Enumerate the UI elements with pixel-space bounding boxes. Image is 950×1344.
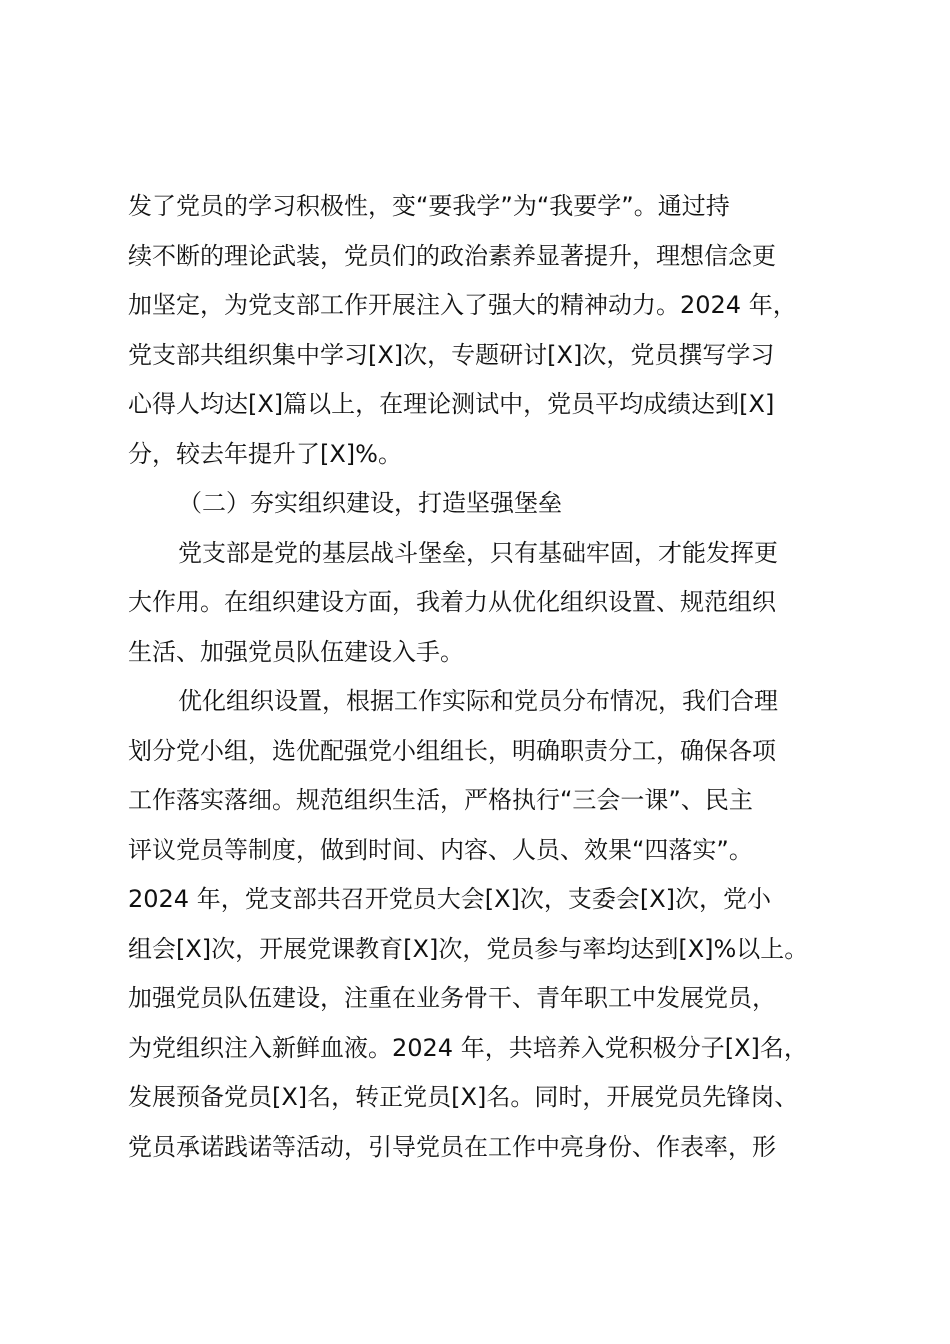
text-line: 党支部是党的基层战斗堡垒，只有基础牢固，才能发挥更 — [178, 538, 778, 567]
text-line: 2024 年，党支部共召开党员大会[X]次，支委会[X]次，党小 — [128, 885, 772, 913]
text-line: 续不断的理论武装，党员们的政治素养显著提升，理想信念更 — [128, 241, 776, 270]
text-line: 工作落实落细。规范组织生活，严格执行“三会一课”、民主 — [128, 786, 753, 814]
text-line: 党支部共组织集中学习[X]次，专题研讨[X]次，党员撰写学习 — [128, 340, 775, 369]
text-line: 发展预备党员[X]名，转正党员[X]名。同时，开展党员先锋岗、 — [128, 1083, 799, 1111]
text-line: 党员承诺践诺等活动，引导党员在工作中亮身份、作表率，形 — [128, 1132, 776, 1161]
text-line: 加强党员队伍建设，注重在业务骨干、青年职工中发展党员， — [128, 984, 776, 1012]
text-line: 组会[X]次，开展党课教育[X]次，党员参与率均达到[X]%以上。 — [128, 934, 809, 963]
text-line: 划分党小组，选优配强党小组组长，明确职责分工，确保各项 — [128, 736, 776, 765]
body-text — [128, 182, 868, 1172]
text-line: 大作用。在组织建设方面，我着力从优化组织设置、规范组织 — [128, 588, 776, 616]
text-line: 生活、加强党员队伍建设入手。 — [128, 637, 464, 666]
text-line: 评议党员等制度，做到时间、内容、人员、效果“四落实”。 — [128, 835, 753, 864]
text-line: 加坚定，为党支部工作开展注入了强大的精神动力。2024 年， — [128, 291, 797, 319]
text-line: 发了党员的学习积极性，变“要我学”为“我要学”。通过持 — [128, 192, 730, 220]
text-line: 分，较去年提升了[X]%。 — [128, 439, 402, 468]
text-line: 心得人均达[X]篇以上，在理论测试中，党员平均成绩达到[X] — [128, 390, 775, 418]
text-line: 优化组织设置，根据工作实际和党员分布情况，我们合理 — [178, 687, 778, 715]
text-line: 为党组织注入新鲜血液。2024 年，共培养入党积极分子[X]名， — [128, 1033, 808, 1062]
section-heading: （二）夯实组织建设，打造坚强堡垒 — [178, 489, 562, 517]
